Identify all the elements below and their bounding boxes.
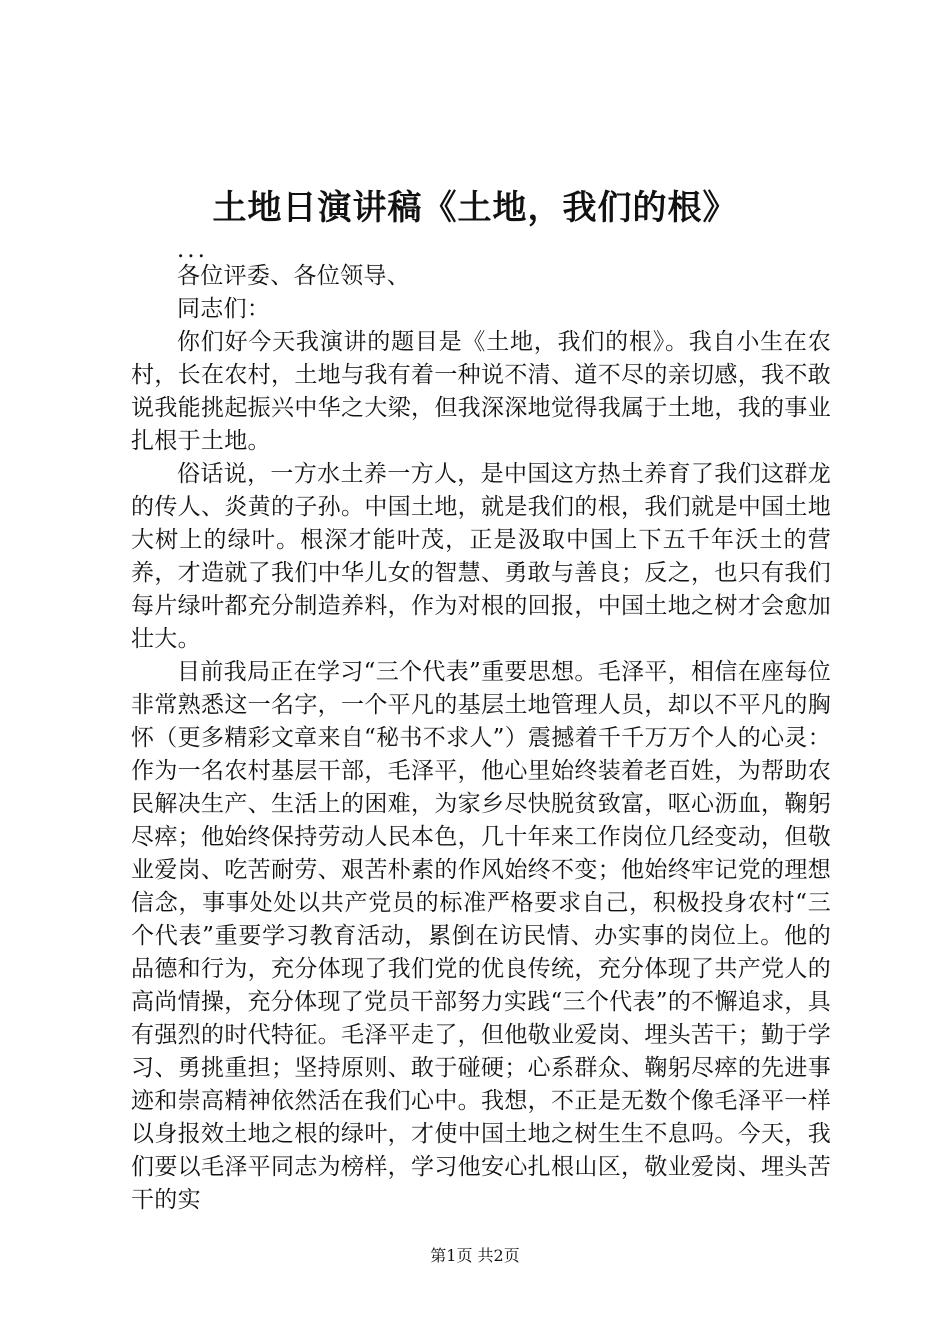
ellipsis-text: ... xyxy=(177,237,208,263)
document-body xyxy=(131,237,831,1217)
paragraph-1: 你们好今天我演讲的题目是《土地，我们的根》。我自小生在农村，长在农村，土地与我有着一种说不清、道不尽的亲切感，我不敢说我能挑起振兴中华之大梁，但我深深地觉得我属于土地，我的事业扎根于土地。 xyxy=(131,329,831,454)
salutation-line-2: 同志们： xyxy=(177,296,271,322)
paragraph-3: 目前我局正在学习“三个代表”重要思想。毛泽平，相信在座每位非常熟悉这一名字，一个平凡的基层土地管理人员，却以不平凡的胸怀（更多精彩文章来自“秘书不求人”）震撼着千千万万个人的心灵：作为一名农村基层干部，毛泽平，他心里始终装着老百姓，为帮助农民解决生产、生活上的困难，为家乡尽快脱贫致富，呕心沥血，鞠躬尽瘁；他始终保持劳动人民本色，几十年来工作岗位几经变动，但敬业爱岗、吃苦耐劳、艰苦朴素的作风始终不变；他始终牢记党的理想信念，事事处处以共产党员的标准严格要求自己，积极投身农村“三个代表”重要学习教育活动，累倒在访民情、办实事的岗位上。他的品德和行为，充分体现了我们党的优良传统，充分体现了共产党人的高尚情操，充分体现了党员干部努力实践“三个代表”的不懈追求，具有强烈的时代特征。毛泽平走了，但他敬业爱岗、埋头苦干；勤于学习、勇挑重担；坚持原则、敢于碰硬；心系群众、鞠躬尽瘁的先进事迹和崇高精神依然活在我们心中。我想，不正是无数个像毛泽平一样以身报效土地之根的绿叶，才使中国土地之树生生不息吗。今天，我们要以毛泽平同志为榜样，学习他安心扎根山区，敬业爱岗、埋头苦干的实 xyxy=(131,659,831,1213)
paragraph-2: 俗话说，一方水土养一方人，是中国这方热土养育了我们这群龙的传人、炎黄的子孙。中国土地，就是我们的根，我们就是中国土地大树上的绿叶。根深才能叶茂，正是汲取中国上下五千年沃土的营养，才造就了我们中华儿女的智慧、勇敢与善良；反之，也只有我们每片绿叶都充分制造养料，作为对根的回报，中国土地之树才会愈加壮大。 xyxy=(131,461,831,652)
page-footer: 第1页 共2页 xyxy=(430,1246,520,1265)
document-title: 土地日演讲稿《土地，我们的根》 xyxy=(212,188,738,228)
salutation-line-1: 各位评委、各位领导、 xyxy=(177,263,410,289)
